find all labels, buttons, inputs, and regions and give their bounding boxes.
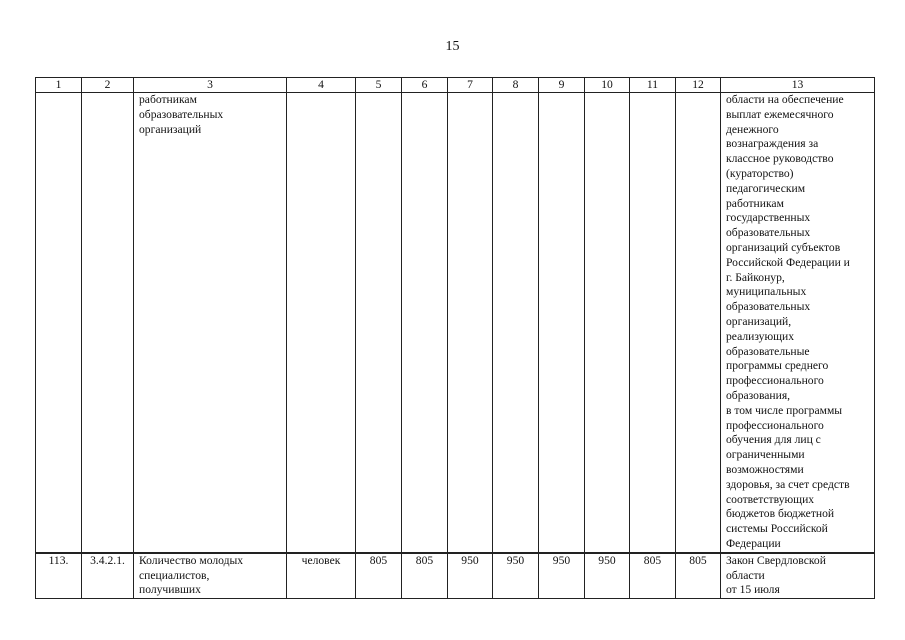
column-number: 2 xyxy=(82,78,134,93)
value-cell: 805 xyxy=(676,553,721,599)
column-number: 7 xyxy=(448,78,493,93)
column-number: 4 xyxy=(287,78,356,93)
value-cell: 805 xyxy=(402,553,448,599)
column-number: 3 xyxy=(134,78,287,93)
table-row-113 xyxy=(36,553,875,599)
unit-cell: человек xyxy=(287,553,356,599)
table-cell xyxy=(585,93,630,553)
table-cell xyxy=(448,93,493,553)
legal-basis-cell: Закон Свердловской области от 15 июля xyxy=(721,553,875,599)
column-number: 12 xyxy=(676,78,721,93)
column-number: 10 xyxy=(585,78,630,93)
table-cell xyxy=(356,93,402,553)
value-cell: 950 xyxy=(448,553,493,599)
column-number: 13 xyxy=(721,78,875,93)
data-table xyxy=(35,77,875,599)
table-row-continuation xyxy=(36,93,875,553)
indicator-code-cell: 3.4.2.1. xyxy=(82,553,134,599)
column-number-header-row xyxy=(36,78,875,93)
column-number: 11 xyxy=(630,78,676,93)
value-cell: 950 xyxy=(493,553,539,599)
table-cell xyxy=(287,93,356,553)
value-cell: 950 xyxy=(539,553,585,599)
column-number: 5 xyxy=(356,78,402,93)
table-cell xyxy=(676,93,721,553)
column-number: 9 xyxy=(539,78,585,93)
column-number: 6 xyxy=(402,78,448,93)
value-cell: 805 xyxy=(356,553,402,599)
value-cell: 950 xyxy=(585,553,630,599)
table-cell xyxy=(36,93,82,553)
table-cell xyxy=(539,93,585,553)
indicator-name-cell: Количество молодых специалистов, получивших xyxy=(134,553,287,599)
table-cell xyxy=(493,93,539,553)
row-number-cell: 113. xyxy=(36,553,82,599)
page-number: 15 xyxy=(445,39,460,54)
indicator-name-cell: работникам образовательных организаций xyxy=(134,93,287,553)
table-cell xyxy=(630,93,676,553)
legal-basis-cell: области на обеспечение выплат ежемесячного денежного вознаграждения за классное руководство (кураторство) педагогическим работникам государственных образовательных организаций субъектов Российской Федерации и г. Байконур, муниципальных образовательных организаций, реализующих образовательные программы среднего профессионального образования, в том числе программы профессионального обучения для лиц с ограниченными возможностями здоровья, за счет средств соответствующих бюджетов бюджетной системы Российской Федерации xyxy=(721,93,875,553)
column-number: 1 xyxy=(36,78,82,93)
value-cell: 805 xyxy=(630,553,676,599)
table-cell xyxy=(82,93,134,553)
column-number: 8 xyxy=(493,78,539,93)
table-cell xyxy=(402,93,448,553)
